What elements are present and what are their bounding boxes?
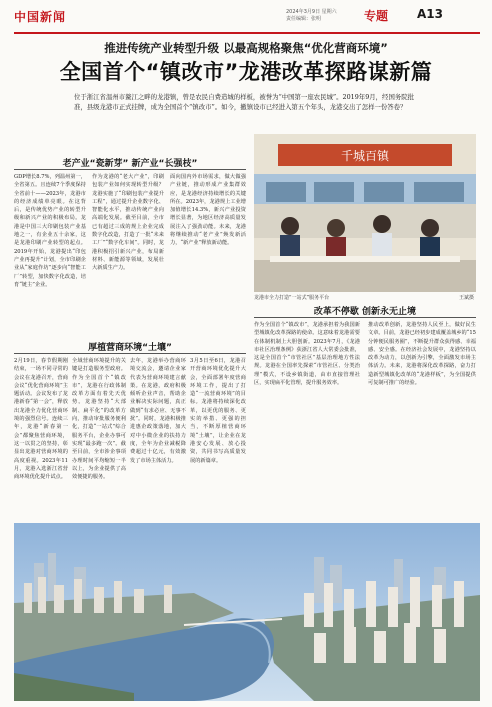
- section-rule: [14, 169, 246, 170]
- city-panorama-photo: [14, 523, 480, 701]
- masthead: [14, 6, 480, 32]
- photo-sign-text: 千城百镇: [340, 149, 390, 163]
- article-column: 去年，龙港举办营商环境交流会，邀请企业家代表为营商环境建言献策。在龙港，政府积极倾听企业声音，帮助企业解决实际问题，真正做到“有求必应、无事不扰”。同时，龙港积极推进惠企政策落地，加大对中小微企业的扶持力度，全年为企业减税降费超过十亿元，有效激发了市场主体活力。: [130, 358, 186, 464]
- service-hall-illustration: [254, 134, 476, 292]
- article-column: 全域营商环境提升的关键是打造服务型政府。作为全国首个“镇改市”，龙港在行政体制改革方面有着先天优势。龙港坚持“大部制、扁平化”的改革方向，推动审批服务便利化，打造“一站式”综合服务平台，企业办事可实现“最多跑一次”。截至目前，全市涉企事项办理时间平均缩短一半以上，为企业提供了高效便捷的服务。: [72, 358, 126, 481]
- section-label: 专题: [364, 9, 389, 23]
- issue-date: 2024年3月9日 星期六: [286, 9, 337, 15]
- photo-credit: 王斌摄: [458, 295, 474, 301]
- article-column: 2月19日，春节假期刚结束，一场不同寻常的会议在龙港召开，营商会议“优化营商环境”主题活动。会议发布了龙港新春“第一会”，释放出龙港全力优化营商环境的强烈信号。连续三年，龙港“新春第一会”都聚焦营商环境，这一以贯之的坚持，彰显出龙港对营商环境的高度重视。2023年11月，龙港入选浙江省营商环境优化提升试点。: [14, 358, 68, 481]
- section-title-reform: 改革不停歇 创新永无止境: [313, 307, 417, 317]
- city-panorama-illustration: [14, 523, 480, 701]
- article-column: 3月5日至6日，龙港召开营商环境优化提升大会，全面部署年度营商环境工作，提出了打造“一流营商环境”的目标。龙港将持续深化改革，以更优的服务、更实的举措、更强的担当，不断厚植营商环境“土壤”，让企业在龙港安心发展、放心投资，共同书写高质量发展的新篇章。: [190, 358, 246, 464]
- section-title-industry: 老产业“瓷新芽” 新产业“长强枝”: [62, 159, 198, 169]
- page-number: A13: [417, 7, 443, 21]
- issue-editor: 责任编辑：张明: [286, 16, 322, 22]
- newspaper-logo: 中国新闻: [14, 10, 67, 24]
- section-rule: [254, 317, 476, 318]
- lead-paragraph: 位于浙江省温州市鳌江之畔的龙港镇，曾是农民自费造城的样板，被誉为“中国第一座农民城”。2019年9月，经国务院批准，县级龙港市正式挂牌，成为全国首个“镇改市”。如今，撤镇设市已经进入第五个年头，龙港交出了怎样一份答卷？: [74, 93, 415, 111]
- article-column: 作为全国首个“镇改市”，龙港承担着为我国新型城镇化改革探路的使命。这意味着龙港需要在体制机制上大胆创新。2023年7月，《龙港市社区治理条例》获浙江省人大常委会批准，这是全国首个“市管社区”基层治理地方性法规。龙港在全国率先探索“市管社区、分类治理”模式，不设乡镇街道，由市直接管理社区，实现扁平化管理，提升服务效率。: [254, 322, 360, 387]
- masthead-rule: [14, 32, 480, 34]
- service-hall-photo: [254, 134, 476, 292]
- article-column: 作为龙港的“老大产业”，印刷包装产业如何实现转型升级？龙港实施了“印刷包装产业提升工程”，通过提升企业数字化、智能化水平，推动传统产业向高端化发展。截至目前，全市已有超过三成的规上企业完成数字化改造，打造了一批“未来工厂”“数字化车间”。同时，龙港积极招引新兴产业，布局新材料、新能源等领域，发展壮大新质生产力。: [92, 174, 164, 272]
- article-column: 面向国内外市场需求，做大做强产业链，推动形成产业集群效应，是龙港经济持续增长的关键所在。2023年，龙港规上工业增加值增长14.3%，新兴产业投资增长显著，为地区经济高质量发展注入了强劲动能。未来，龙港将继续推动“老产业”焕发新活力，“新产业”释放新动能。: [170, 174, 246, 247]
- section-title-environment: 厚植营商环境“土壤”: [88, 343, 172, 353]
- section-rule: [14, 353, 246, 354]
- article-column: 推动改革创新，龙港坚持人民至上，做好民生文章。目前，龙港已经初步建成覆盖城乡的“15分钟便民服务圈”，不断提升群众获得感、幸福感、安全感。在经济社会发展中，龙港坚持以改革为动力，以创新为引擎，全面激发市场主体活力。未来，龙港将深化改革探路，奋力打造新型城镇化改革的“龙港样板”，为全国提供可复制可推广的经验。: [368, 322, 476, 387]
- headline-title: 全国首个“镇改市”龙港改革探路谋新篇: [59, 60, 433, 84]
- article-column: GDP增长8.7%，列温州第一，全省第五。且连续7个季度保持全省前十——2023年，龙港市的经济成绩单亮眼。在这背后，是传统优势产业的转型升级和新兴产业的积极布局。龙港是中国三大印刷包装产业基地之一，有企业五十余家，这是龙港印刷产业转型的起点。2019年开始，龙港提出“印包产业再提升”计划，全市印刷企业从“家庭作坊”逐步向“智能工厂”转型，加快数字化改造，培育“链主”企业。: [14, 174, 86, 288]
- issue-info: [286, 9, 337, 23]
- photo-caption: 龙港市全力打造“一站式”服务平台: [254, 295, 330, 301]
- headline-kicker: 推进传统产业转型升级 以最高规格聚焦“优化营商环境”: [104, 41, 388, 55]
